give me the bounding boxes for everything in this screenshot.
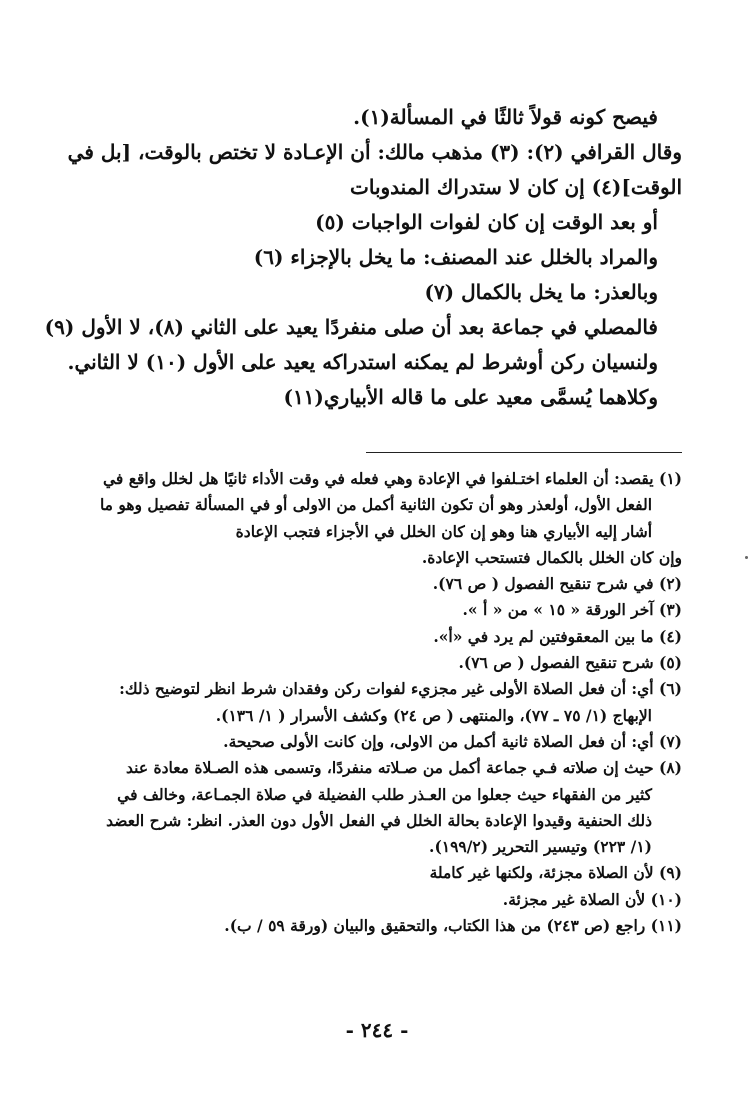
page-number: - ٢٤٤ - [345,1018,409,1042]
main-text-line: فالمصلي في جماعة بعد أن صلى منفردًا يعيد على الثاني (٨)، لا الأول (٩) [44,315,658,339]
footnotes-block [70,466,682,939]
footnote-separator [366,452,682,453]
footnote-line: كثير من الفقهاء حيث جعلوا من العـذر طلب الفضيلة في صلاة الجمـاعة، وخالف في [117,784,652,804]
main-text-line: وكلاهما يُسمَّى معيد على ما قاله الأبياري(١١) [283,385,658,409]
footnote-line: (١) يقصد: أن العلماء اختـلفوا في الإعادة وهي فعله في وقت الأداء ثانيًا هل لخلل واقع في [103,469,682,488]
margin-mark [745,556,748,559]
main-text-line: أو بعد الوقت إن كان لفوات الواجبات (٥) [315,210,658,234]
main-text-line: وقال القرافي (٢): (٣) مذهب مالك: أن الإعـادة لا تختص بالوقت، [بل في [67,140,682,164]
main-text-line: وبالعذر: ما يخل بالكمال (٧) [424,280,658,304]
main-text-line: ولنسيان ركن أوشرط لم يمكنه استدراكه يعيد على الأول (١٠) لا الثاني. [67,350,658,374]
footnote-line: (١١) راجع (ص ٢٤٣) من هذا الكتاب، والتحقيق والبيان (ورقة ٥٩ / ب). [224,916,682,936]
footnote-line: ذلك الحنفية وقيدوا الإعادة بحالة الخلل في الفعل الأول دون العذر. انظر: شرح العضد [106,810,652,830]
footnote-line: أشار إليه الأبياري هنا وهو إن كان الخلل في الأجزاء فتجب الإعادة [235,521,652,541]
footnote-line: (٤) ما بين المعقوفتين لم يرد في «أ». [433,626,682,646]
footnote-line: وإن كان الخلل بالكمال فتستحب الإعادة. [421,547,682,567]
main-text-line: الوقت](٤) إن كان لا ستدراك المندوبات [350,175,682,199]
footnote-line: (٨) حيث إن صلاته فـي جماعة أكمل من صـلاته منفردًا، وتسمى هذه الصـلاة معادة عند [126,758,682,778]
footnote-line: (٦) أي: أن فعل الصلاة الأولى غير مجزيء لفوات ركن وفقدان شرط انظر لتوضيح ذلك: [119,679,682,699]
footnote-line: (١/ ٢٢٣) وتيسير التحرير (١٩٩/٢). [429,837,652,857]
main-text-line: والمراد بالخلل عند المصنف: ما يخل بالإجزاء (٦) [253,245,658,269]
footnote-line: الفعل الأول، أولعذر وهو أن تكون الثانية أكمل من الاولى أو في المسألة تفصيل وهو ما [99,495,652,515]
main-text-block [44,100,682,415]
footnote-line: الإبهاج (١/ ٧٥ ـ ٧٧)، والمنتهى ( ص ٢٤) وكشف الأسرار ( ١/ ١٣٦). [215,705,652,725]
footnote-line: (٥) شرح تنقيح الفصول ( ص ٧٦). [458,653,682,673]
footnote-line: (٢) في شرح تنقيح الفصول ( ص ٧٦). [432,574,682,594]
main-text-line: فيصح كونه قولاً ثالثًا في المسألة(١). [353,105,658,129]
footnote-line: (١٠) لأن الصلاة غير مجزئة. [502,889,682,909]
footnote-line: (٣) آخر الورقة « ١٥ » من « أ ». [462,600,682,620]
footnote-line: (٩) لأن الصلاة مجزئة، ولكنها غير كاملة [429,863,682,883]
footnote-line: (٧) أي: أن فعل الصلاة ثانية أكمل من الاولى، وإن كانت الأولى صحيحة. [223,731,682,751]
